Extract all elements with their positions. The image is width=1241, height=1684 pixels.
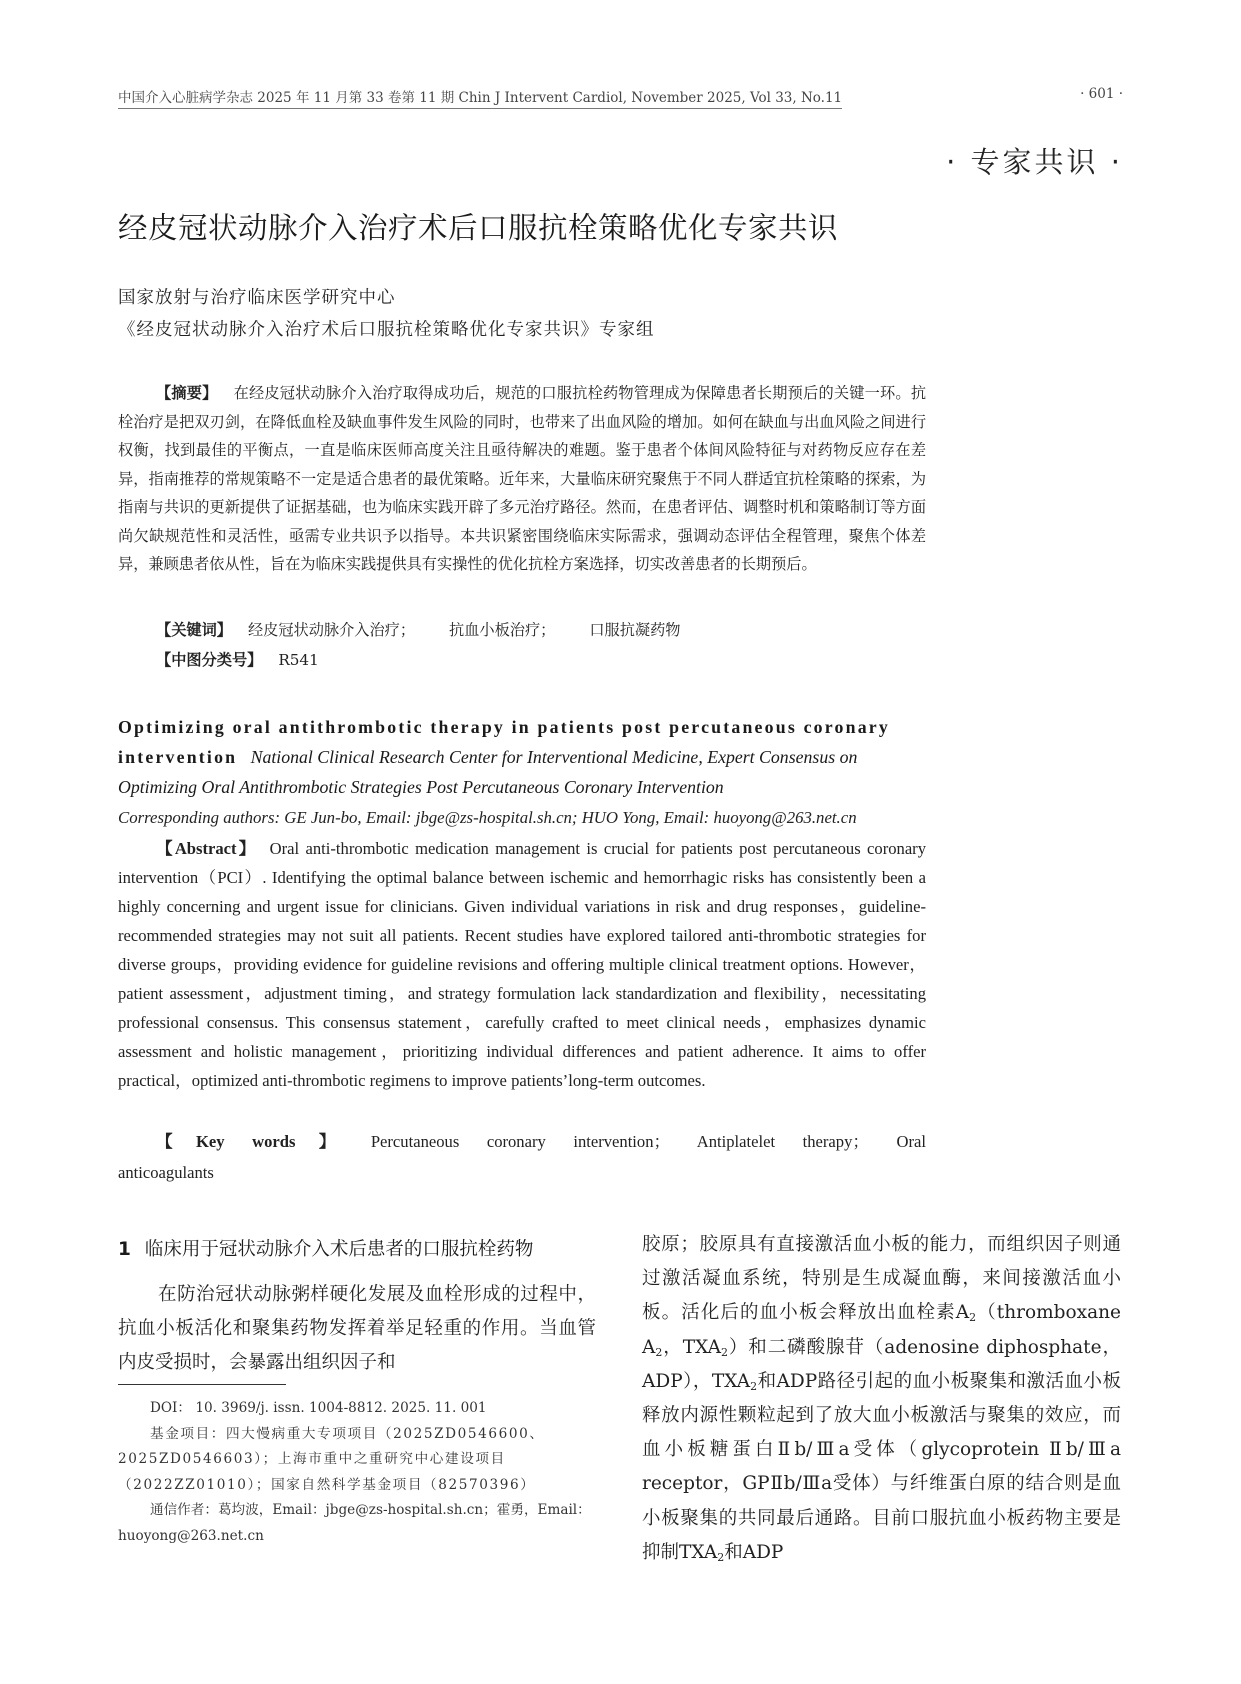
footnote-funding: 基金项目：四大慢病重大专项项目（2025ZD0546600、2025ZD0546603）；上海市重中之重研究中心建设项目（2022ZZ01010）；国家自然科学基金项目（82570396） bbox=[118, 1425, 545, 1493]
footnotes bbox=[118, 1396, 598, 1549]
column-label: · 专家共识 · bbox=[946, 145, 1123, 179]
running-header bbox=[118, 86, 1123, 108]
keywords-cn-label: 【关键词】 bbox=[156, 621, 232, 639]
english-title-bold-2: intervention bbox=[118, 747, 238, 767]
english-corresponding: Corresponding authors: GE Jun-bo, Email: jbge@zs-hospital.sh.cn; HUO Yong, Email: huoyong@263.net.cn bbox=[118, 808, 857, 827]
keywords-en-continued: anticoagulants bbox=[118, 1163, 214, 1182]
body-right-text-3: ，TXA bbox=[662, 1336, 721, 1358]
body-right-text-5: 和ADP路径引起的血小板聚集和激活血小板释放内源性颗粒起到了放大血小板激活与聚集的效应，而血小板糖蛋白Ⅱb/Ⅲa受体（glycoprotein Ⅱb/Ⅲa receptor，GPⅡb/Ⅲa受体）与纤维蛋白原的结合则是血小板聚集的共同最后通路。目前口服抗血小板药物主要是抑制TXA bbox=[642, 1370, 1121, 1563]
body-left-paragraph: 在防治冠状动脉粥样硬化发展及血栓形成的过程中，抗血小板活化和聚集药物发挥着举足轻重的作用。当血管内皮受损时，会暴露出组织因子和 bbox=[118, 1284, 596, 1373]
authors bbox=[118, 282, 655, 346]
english-affiliation: National Clinical Research Center for Interventional Medicine, Expert Consensus on Optimizing Oral Antithrombotic Strategies Post Percutaneous Coronary Intervention bbox=[118, 747, 858, 797]
author-line-1: 国家放射与治疗临床医学研究中心 bbox=[118, 288, 396, 308]
classification-value: R541 bbox=[278, 651, 319, 669]
body-right-paragraph bbox=[642, 1228, 1121, 1570]
footnote-rule bbox=[118, 1384, 286, 1385]
abstract-en-label: 【Abstract】 bbox=[156, 839, 258, 858]
keywords-cn bbox=[156, 616, 680, 644]
body-right-text-6: 和ADP bbox=[724, 1541, 784, 1563]
keyword-cn-1: 经皮冠状动脉介入治疗； bbox=[247, 621, 415, 639]
abstract-en-text: Oral anti-thrombotic medication management is crucial for patients post percutaneous coronary intervention（PCI）. Identifying the optimal balance between ischemic and hemorrhagic risks has consistently been a highly concerning and urgent issue for clinicians. Given individual variations in risk and drug responses，guideline-recommended strategies may not suit all patients. Recent studies have explored tailored anti-thrombotic strategies for diverse groups，providing evidence for guideline revisions and offering multiple clinical treatment options. However，patient assessment，adjustment timing，and strategy formulation lack standardization and flexibility，necessitating professional consensus. This consensus statement，carefully crafted to meet clinical needs，emphasizes dynamic assessment and holistic management，prioritizing individual differences and patient adherence. It aims to offer practical，optimized anti-thrombotic regimens to improve patients’long-term outcomes. bbox=[118, 839, 927, 1090]
english-title bbox=[118, 712, 926, 802]
body-left-column bbox=[118, 1278, 596, 1380]
section-title: 临床用于冠状动脉介入术后患者的口服抗栓药物 bbox=[144, 1239, 534, 1260]
keyword-cn-3: 口服抗凝药物 bbox=[589, 621, 681, 639]
journal-citation: 中国介入心脏病学杂志 2025 年 11 月第 33 卷第 11 期 Chin J Intervent Cardiol, November 2025, Vol 33, No.11 bbox=[118, 86, 842, 109]
abstract-cn-label: 【摘要】 bbox=[156, 384, 218, 402]
classification-cn bbox=[156, 646, 319, 674]
body-right-text-4: ）和二磷酸腺苷（adenosine diphosphate，ADP），TXA bbox=[642, 1336, 1121, 1392]
footnote-doi: DOI： 10. 3969/j. issn. 1004-8812. 2025. 11. 001 bbox=[150, 1400, 487, 1416]
classification-label: 【中图分类号】 bbox=[156, 651, 263, 669]
keywords-en bbox=[118, 1127, 926, 1157]
subscript: 2 bbox=[720, 1345, 728, 1359]
body-right-text-1: 胶原；胶原具有直接激活血小板的能力，而组织因子则通过激活凝血系统，特别是生成凝血酶，来间接激活血小板。活化后的血小板会释放出血栓素A bbox=[642, 1234, 1121, 1324]
abstract-cn bbox=[118, 379, 926, 579]
subscript: 2 bbox=[717, 1550, 725, 1564]
subscript: 2 bbox=[750, 1379, 758, 1393]
keywords-en-line: Percutaneous coronary intervention； Antiplatelet therapy； Oral bbox=[370, 1132, 926, 1151]
abstract-en bbox=[118, 834, 926, 1095]
article-title: 经皮冠状动脉介入治疗术后口服抗栓策略优化专家共识 bbox=[118, 211, 839, 245]
section-heading bbox=[118, 1235, 533, 1261]
body-right-text-2: （thromboxane A bbox=[642, 1302, 1121, 1358]
page-number: · 601 · bbox=[1080, 86, 1123, 102]
abstract-cn-text: 在经皮冠状动脉介入治疗取得成功后，规范的口服抗栓药物管理成为保障患者长期预后的关键一环。抗栓治疗是把双刃剑，在降低血栓及缺血事件发生风险的同时，也带来了出血风险的增加。如何在缺血与出血风险之间进行权衡，找到最佳的平衡点，一直是临床医师高度关注且亟待解决的难题。鉴于患者个体间风险特征与对药物反应存在差异，指南推荐的常规策略不一定是适合患者的最优策略。近年来，大量临床研究聚焦于不同人群适宜抗栓策略的探索，为指南与共识的更新提供了证据基础，也为临床实践开辟了多元治疗路径。然而，在患者评估、调整时机和策略制订等方面尚欠缺规范性和灵活性，亟需专业共识予以指导。本共识紧密围绕临床实际需求，强调动态评估全程管理，聚焦个体差异，兼顾患者依从性，旨在为临床实践提供具有实操性的优化抗栓方案选择，切实改善患者的长期预后。 bbox=[118, 384, 927, 573]
footnote-corresponding: 通信作者：葛均波，Email：jbge@zs-hospital.sh.cn；霍勇，Email：huoyong@263.net.cn bbox=[118, 1502, 591, 1544]
body-right-column bbox=[642, 1228, 1121, 1570]
keyword-cn-2: 抗血小板治疗； bbox=[449, 621, 556, 639]
author-line-2: 《经皮冠状动脉介入治疗术后口服抗栓策略优化专家共识》专家组 bbox=[118, 320, 655, 340]
keywords-en-label: 【Key words】 bbox=[156, 1132, 359, 1151]
section-number: 1 bbox=[118, 1239, 131, 1260]
english-title-bold-1: Optimizing oral antithrombotic therapy in patients post percutaneous coronary bbox=[118, 717, 890, 737]
subscript: 2 bbox=[655, 1345, 663, 1359]
subscript: 2 bbox=[969, 1311, 977, 1325]
